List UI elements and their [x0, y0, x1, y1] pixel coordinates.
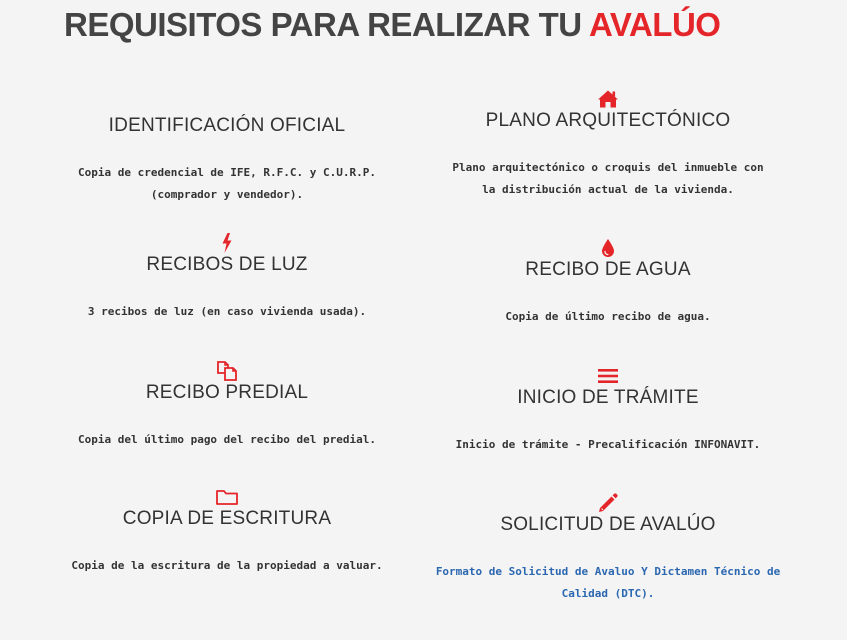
- home-icon: [408, 88, 808, 110]
- lightning-bolt-icon: [27, 232, 427, 254]
- requirement-title: COPIA DE ESCRITURA: [122, 508, 332, 529]
- requirement-plano-arquitectonico: [408, 88, 808, 201]
- page-title-accent: AVALÚO: [589, 6, 721, 43]
- requirement-title: SOLICITUD DE AVALÚO: [500, 514, 716, 535]
- water-drop-icon: [408, 237, 808, 259]
- requirement-recibo-predial: [27, 360, 427, 451]
- requirement-description: 3 recibos de luz (en caso vivienda usada).: [87, 305, 367, 318]
- folder-icon: [27, 486, 427, 508]
- copy-documents-icon: [27, 360, 427, 382]
- requirement-title: INICIO DE TRÁMITE: [517, 387, 699, 408]
- requirement-recibos-luz: [27, 232, 427, 323]
- requirement-title: RECIBOS DE LUZ: [146, 254, 308, 275]
- requirement-description: Copia de último recibo de agua.: [505, 310, 711, 323]
- page-title-main: REQUISITOS PARA REALIZAR TU: [64, 6, 582, 43]
- requirement-title: PLANO ARQUITECTÓNICO: [485, 110, 731, 131]
- menu-bars-icon: [408, 365, 808, 387]
- requirement-description: Copia de credencial de IFE, R.F.C. y C.U.R.P. (comprador y vendedor).: [77, 166, 376, 201]
- requirement-title: IDENTIFICACIÓN OFICIAL: [108, 115, 346, 136]
- page-title: [64, 6, 720, 44]
- requirement-description: Copia del último pago del recibo del predial.: [77, 433, 376, 446]
- requirement-solicitud-avaluo: [408, 492, 808, 605]
- requirement-description: Inicio de trámite - Precalificación INFONAVIT.: [455, 438, 761, 451]
- solicitud-avaluo-form-link[interactable]: Formato de Solicitud de Avaluo Y Dictamen Técnico de Calidad (DTC).: [435, 565, 781, 600]
- requirement-title: RECIBO PREDIAL: [145, 382, 309, 403]
- requirement-description: Copia de la escritura de la propiedad a valuar.: [71, 559, 383, 572]
- requirement-identificacion: [27, 115, 427, 206]
- requirement-title: RECIBO DE AGUA: [525, 259, 691, 280]
- pencil-icon: [408, 492, 808, 514]
- requirement-copia-escritura: [27, 486, 427, 577]
- requirement-recibo-agua: [408, 237, 808, 328]
- requirement-inicio-tramite: [408, 365, 808, 456]
- requirement-description: Plano arquitectónico o croquis del inmueble con la distribución actual de la vivienda.: [452, 161, 764, 196]
